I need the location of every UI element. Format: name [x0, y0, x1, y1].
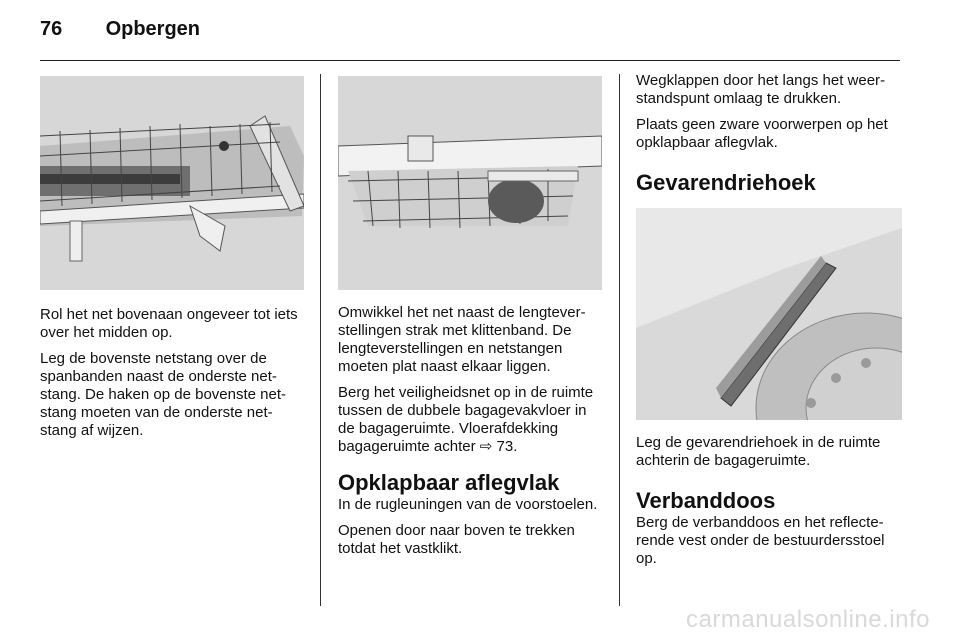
warning-triangle-illustration — [636, 208, 902, 420]
page-title: Opbergen — [105, 18, 201, 40]
column-2 — [338, 72, 602, 566]
paragraph-text: Berg het veiligheidsnet op in de ruimte tussen de dubbele bagagevakvloer in de bagageruimte. Vloerafdekking bagageruimte achter — [338, 384, 594, 455]
paragraph: Openen door naar boven te trekken totdat het vastklikt. — [338, 522, 575, 557]
paragraph: Leg de bovenste netstang over de spanbanden naast de onderste netstang. De haken op de bovenste netstang moeten van de onderste netstang af wijzen. — [40, 350, 287, 439]
paragraph: Wegklappen door het langs het weerstandspunt omlaag te drukken. — [636, 72, 886, 107]
column-divider — [619, 74, 620, 606]
paragraph: Omwikkel het net naast de lengteverstellingen strak met klittenband. De lengteverstellingen en netstangen moeten plat naast elkaar liggen. — [338, 304, 586, 375]
section-heading: Opklapbaar aflegvlak — [338, 470, 560, 495]
arrow-ref-icon: ⇨ — [479, 438, 493, 455]
page-number: 76 — [40, 18, 63, 40]
paragraph: In de rugleuningen van de voorstoelen. — [338, 496, 598, 513]
net-wrap-illustration — [338, 76, 602, 290]
net-roll-illustration — [40, 76, 304, 290]
column-divider — [320, 74, 321, 606]
paragraph: Rol het net bovenaan ongeveer tot iets over het midden op. — [40, 306, 298, 341]
page-reference: 73. — [496, 438, 518, 455]
header-rule — [40, 60, 900, 61]
paragraph: Plaats geen zware voorwerpen op het opklapbaar aflegvlak. — [636, 116, 888, 151]
page-header — [40, 18, 200, 41]
paragraph: Berg de verbanddoos en het reflecterende vest onder de bestuurdersstoel op. — [636, 514, 885, 567]
column-3 — [636, 72, 902, 576]
section-heading: Gevarendriehoek — [636, 170, 816, 195]
paragraph — [338, 384, 602, 456]
section-heading: Verbanddoos — [636, 488, 776, 513]
watermark: carmanualsonline.info — [686, 606, 930, 633]
column-1 — [40, 72, 304, 448]
paragraph: Leg de gevarendriehoek in de ruimte achterin de bagageruimte. — [636, 434, 881, 469]
